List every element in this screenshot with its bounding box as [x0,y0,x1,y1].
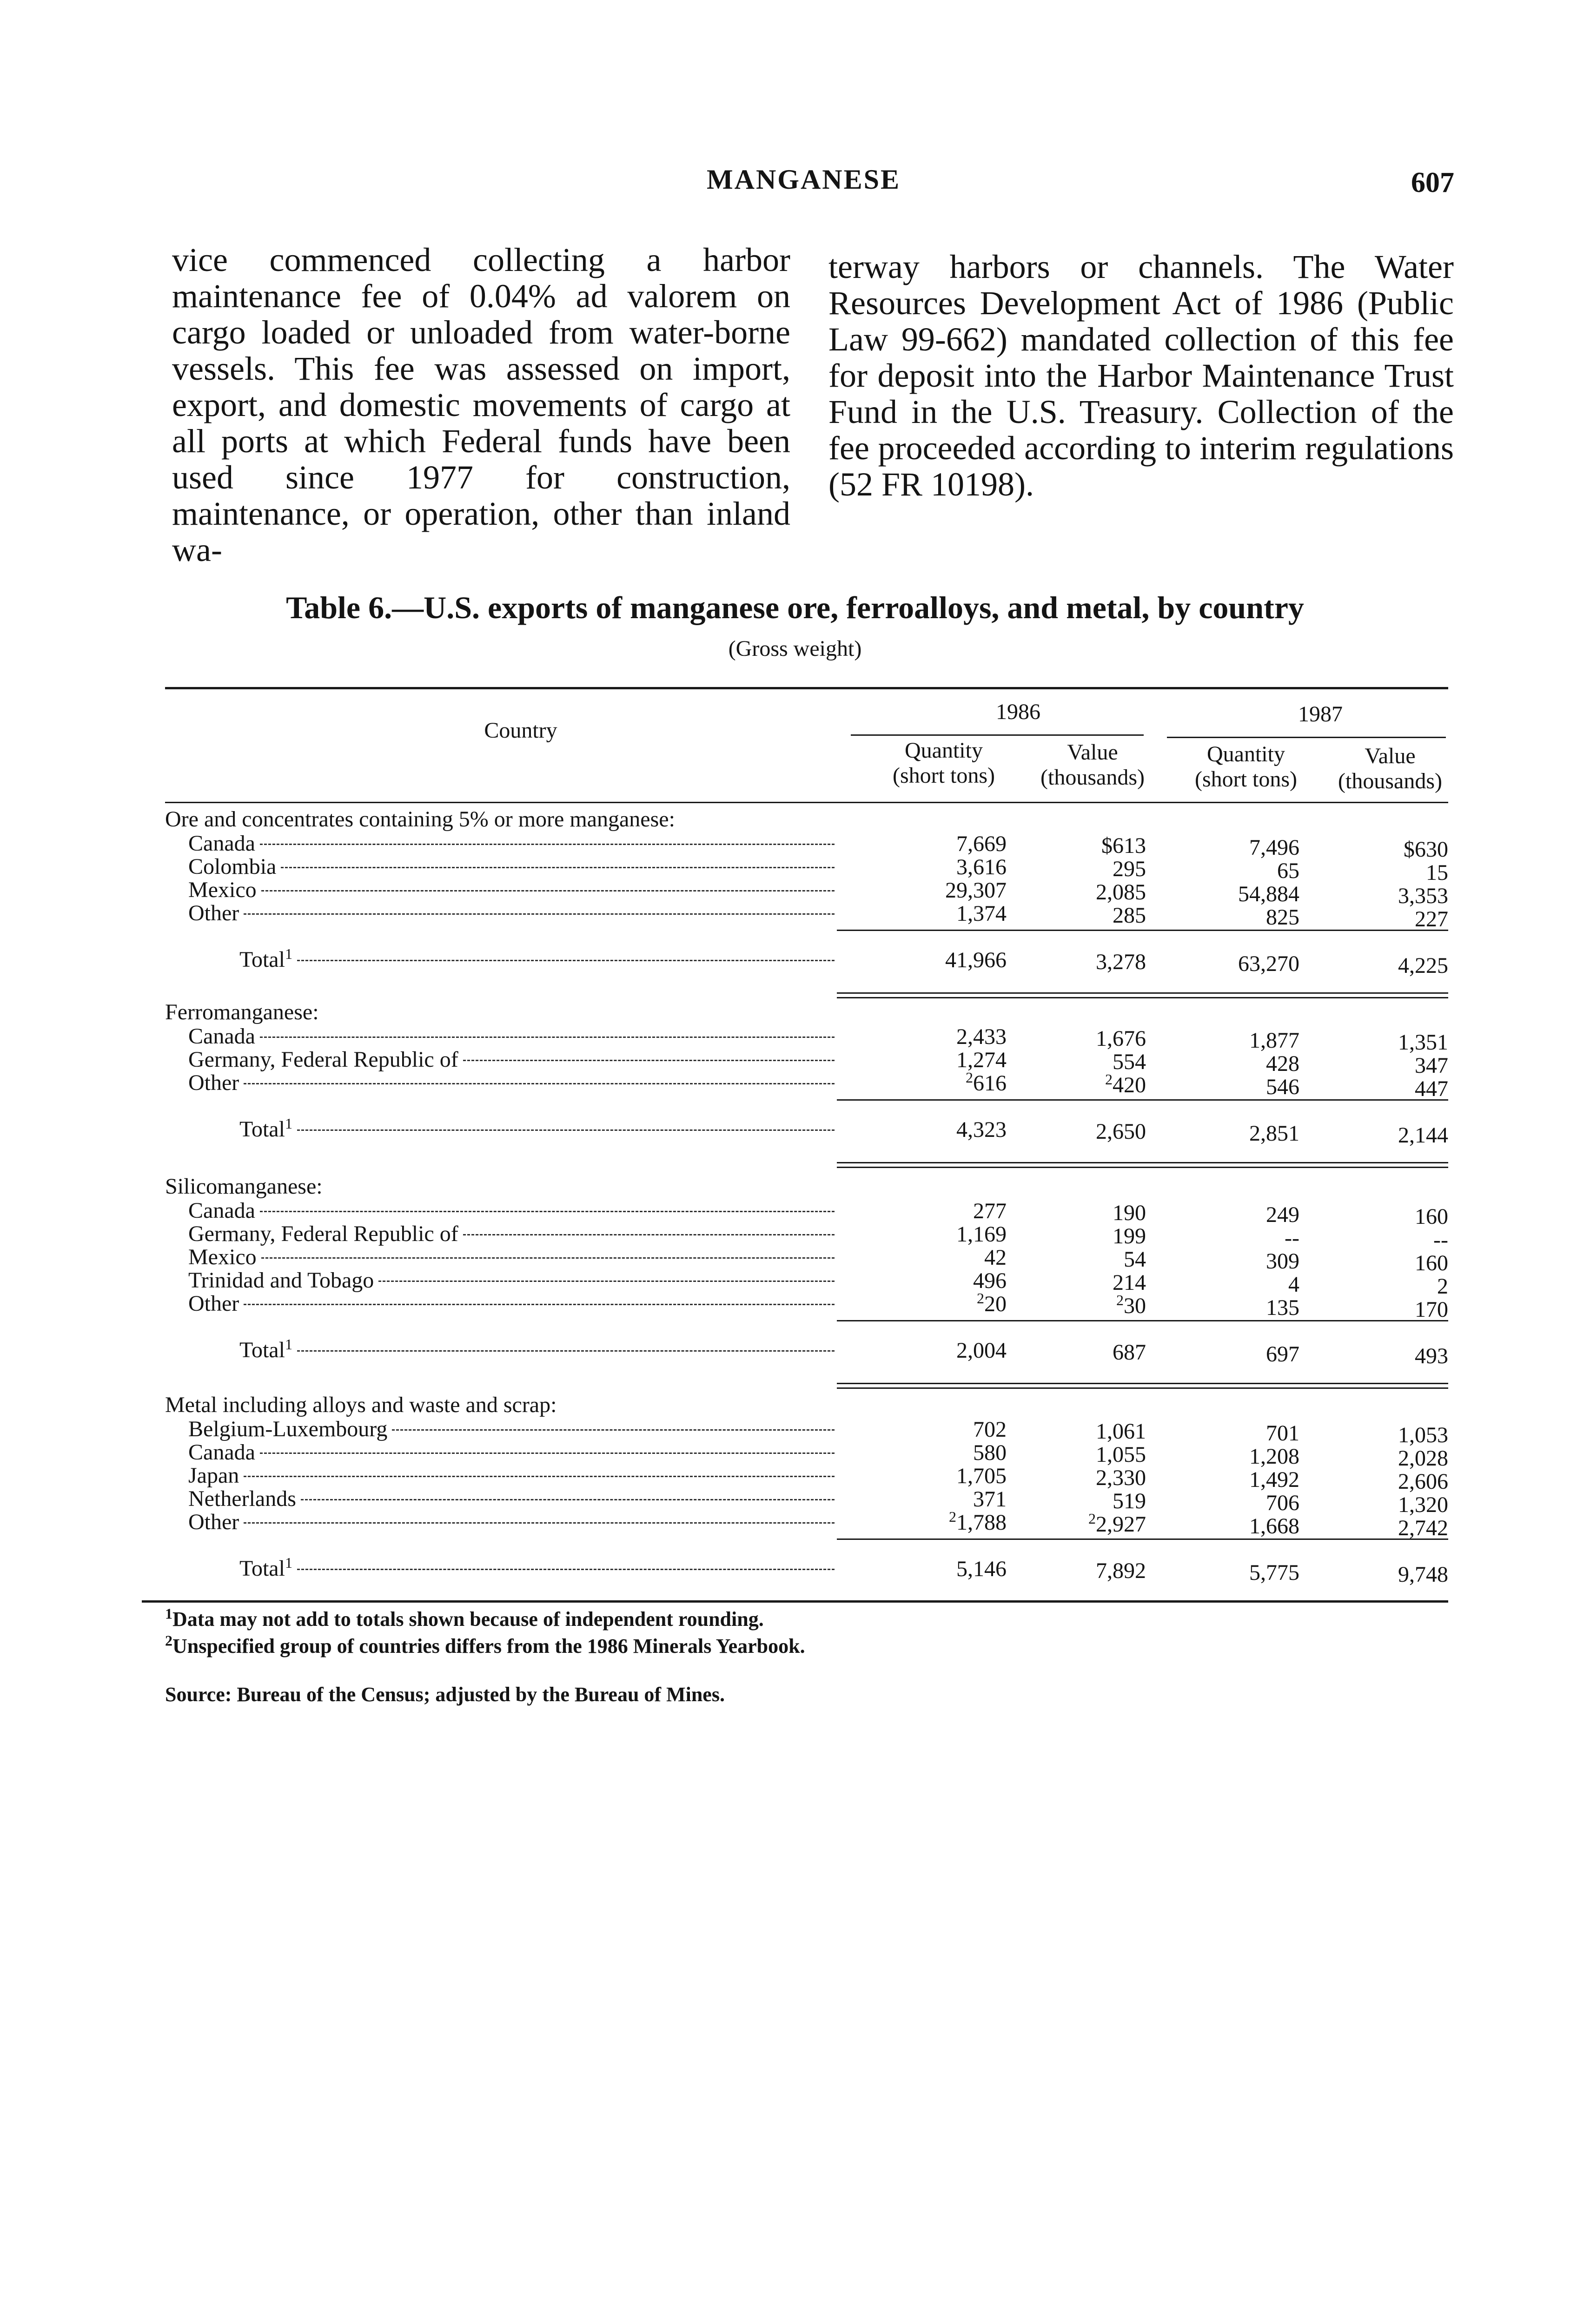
table-row-label [188,1418,835,1441]
footnote-mark: 2 [1105,1071,1113,1088]
cell-value: 20 [984,1292,1007,1316]
column-header-1986: 1986 [996,700,1040,724]
table-cell-v1987 [1327,1493,1448,1517]
cell-value: 420 [1113,1073,1146,1097]
table-cell-v1987 [1327,885,1448,908]
cell-value: 2 [1437,1274,1448,1299]
column-header-country: Country [484,718,557,743]
table-cell-q1986 [886,1118,1007,1142]
table-cell-v1986 [1025,1294,1146,1318]
table-cell-q1986 [886,1269,1007,1293]
table-cell-q1986 [886,1558,1007,1581]
header-bottom-rule [165,802,1448,803]
cell-value: 1,274 [956,1048,1007,1072]
section-rule [837,992,1448,994]
table-cell-v1987 [1327,1054,1448,1077]
table-subtitle: (Gross weight) [728,636,862,661]
cell-value: 199 [1113,1224,1146,1248]
table-cell-v1986 [1025,1559,1146,1583]
section-rule [837,997,1448,998]
cell-value: 697 [1266,1342,1299,1367]
cell-value: 3,616 [956,855,1007,879]
table-cell-v1986 [1025,1225,1146,1248]
cell-value: 160 [1415,1251,1448,1275]
table-cell-v1986 [1025,1490,1146,1513]
table-cell-v1986 [1025,1248,1146,1271]
running-head: MANGANESE [707,164,901,195]
footnote-text: Data may not add to totals shown because of independent rounding. [172,1608,764,1631]
table-cell-q1987 [1179,1492,1299,1515]
cell-value: 1,320 [1398,1492,1448,1517]
footnote-mark: 2 [966,1069,973,1086]
cell-value: 54 [1124,1247,1146,1272]
country-name: Mexico [188,878,257,902]
total-row-label [239,1339,835,1362]
cell-value: 2,028 [1398,1446,1448,1471]
table-row-label [188,832,835,855]
table-cell-q1986 [886,832,1007,856]
cell-value: 15 [1426,860,1448,885]
cell-value: 3,353 [1398,884,1448,908]
table-cell-q1987 [1179,859,1299,883]
table-cell-q1987 [1179,1227,1299,1250]
total-row-label [239,1118,835,1141]
table-top-rule [165,687,1448,689]
cell-value: 7,669 [956,832,1007,856]
table-cell-v1986 [1025,1420,1146,1443]
table-cell-q1986 [886,1069,1007,1096]
table-cell-q1987 [1179,1273,1299,1296]
total-text: Total [239,1557,285,1580]
table-cell-q1987 [1179,1122,1299,1145]
section-heading: Silicomanganese: [165,1174,323,1199]
cell-value: 347 [1415,1053,1448,1078]
cell-value: 249 [1266,1202,1299,1227]
country-name: Canada [188,832,255,855]
body-text-left-column: vice commenced collecting a harbor maintenance fee of 0.04% ad valorem on cargo loaded or unloaded from water-borne vessels. This fee was assessed on import, export, and domestic movements of cargo at all ports at which Federal funds have been used since 1977 for construction, maintenance, or operation, other than inland wa- [172,241,790,568]
country-name: Other [188,1071,239,1095]
dot-leader [378,1281,835,1282]
table-title: Table 6.—U.S. exports of manganese ore, ferroalloys, and metal, by country [286,590,1304,625]
table-cell-q1986 [886,1200,1007,1223]
table-cell-q1986 [886,1508,1007,1535]
dot-leader [297,1350,835,1352]
dot-leader [261,1257,835,1259]
table-cell-v1987 [1327,1124,1448,1147]
table-row-label [188,1269,835,1292]
footnote-mark: 1 [165,1605,172,1622]
cell-value: 227 [1415,907,1448,931]
table-cell-q1987 [1179,1052,1299,1076]
table-cell-q1987 [1179,1296,1299,1320]
section-rule [837,1387,1448,1389]
cell-value: 519 [1113,1489,1146,1513]
cell-value: 580 [973,1440,1007,1465]
country-name: Canada [188,1441,255,1464]
cell-value: 2,004 [956,1338,1007,1363]
footnote-1 [165,1607,764,1631]
cell-value: 30 [1124,1294,1146,1318]
cell-value: 63,270 [1238,951,1299,976]
cell-value: 1,877 [1249,1028,1299,1053]
total-text: Total [239,1339,285,1362]
table-cell-q1986 [886,902,1007,925]
table-cell-q1986 [886,1223,1007,1246]
cell-value: $613 [1101,833,1146,858]
dot-leader [244,913,835,915]
table-cell-v1986 [1025,1443,1146,1466]
table-row-label [188,1048,835,1071]
country-name: Netherlands [188,1487,296,1511]
footnote-text: Unspecified group of countries differs from the 1986 Minerals Yearbook. [172,1635,805,1657]
table-cell-v1987 [1327,1517,1448,1540]
cell-value: 5,775 [1249,1560,1299,1585]
section-rule [837,1099,1448,1101]
table-cell-v1987 [1327,1275,1448,1298]
dot-leader [244,1476,835,1477]
table-cell-v1986 [1025,951,1146,974]
cell-value: 7,496 [1249,835,1299,860]
table-cell-v1987 [1327,1298,1448,1321]
total-text: Total [239,1118,285,1141]
cell-value: 447 [1415,1076,1448,1101]
cell-value: 170 [1415,1297,1448,1322]
cell-value: -- [1285,1226,1299,1250]
table-cell-q1986 [886,879,1007,902]
cell-value: 1,492 [1249,1467,1299,1492]
table-cell-q1986 [886,1488,1007,1511]
country-name: Canada [188,1199,255,1222]
cell-value: 135 [1266,1295,1299,1320]
cell-value: 4,323 [956,1117,1007,1142]
table-cell-q1986 [886,1246,1007,1269]
table-cell-q1987 [1179,1515,1299,1538]
cell-value: 1,055 [1096,1442,1146,1467]
cell-value: 428 [1266,1051,1299,1076]
section-rule [837,1162,1448,1163]
year-rule-1986 [851,734,1144,736]
dot-leader [297,1569,835,1570]
footnote-mark: 2 [949,1508,956,1525]
header-quantity-line2: (short tons) [893,763,995,788]
footnote-mark: 1 [285,948,292,962]
table-row-label [188,1487,835,1511]
country-name: Belgium-Luxembourg [188,1418,388,1441]
cell-value: 1,676 [1096,1026,1146,1051]
header-quantity-line2: (short tons) [1195,767,1297,792]
header-value-line1: Value [1067,740,1118,765]
table-row-label [188,1464,835,1487]
cell-value: 42 [984,1245,1007,1270]
dot-leader [244,1083,835,1084]
footnote-mark: 1 [285,1339,292,1353]
table-cell-q1987 [1179,1343,1299,1366]
header-value-line2: (thousands) [1040,765,1145,790]
table-cell-q1986 [886,1441,1007,1465]
cell-value: 285 [1113,903,1146,928]
section-rule [837,1320,1448,1321]
cell-value: 1,374 [956,901,1007,926]
table-row-label [188,1441,835,1464]
table-cell-v1986 [1025,1341,1146,1364]
table-row-label [188,878,835,902]
cell-value: 616 [973,1071,1007,1096]
table-cell-q1986 [886,1049,1007,1072]
cell-value: 5,146 [956,1557,1007,1581]
total-label [239,1557,292,1580]
table-cell-q1987 [1179,1029,1299,1052]
dot-leader [392,1429,835,1431]
dot-leader [281,867,835,868]
table-cell-v1986 [1025,1050,1146,1074]
cell-value: 54,884 [1238,882,1299,906]
cell-value: 309 [1266,1249,1299,1274]
header-value-line1: Value [1365,744,1416,768]
table-cell-v1986 [1025,1071,1146,1097]
cell-value: 687 [1113,1340,1146,1365]
cell-value: 4,225 [1398,953,1448,978]
table-row-label [188,1025,835,1048]
body-text-right-column: terway harbors or channels. The Water Resources Development Act of 1986 (Public Law 99-662) mandated collection of this fee for deposit into the Harbor Maintenance Trust Fund in the U.S. Treasury. Collection of the fee proceeded according to interim regulations (52 FR 10198). [828,248,1454,503]
cell-value: 41,966 [945,948,1007,972]
table-cell-q1986 [886,1339,1007,1362]
section-rule [837,1383,1448,1384]
footnote-mark: 1 [285,1557,292,1571]
cell-value: 3,278 [1096,950,1146,974]
country-name: Japan [188,1464,239,1487]
cell-value: $630 [1404,837,1448,862]
table-cell-q1987 [1179,1445,1299,1468]
cell-value: 190 [1113,1201,1146,1225]
cell-value: 2,144 [1398,1123,1448,1148]
table-cell-v1986 [1025,1271,1146,1294]
dot-leader [260,1037,835,1038]
cell-value: 493 [1415,1344,1448,1368]
table-cell-v1986 [1025,1510,1146,1537]
section-rule [837,1538,1448,1540]
country-name: Mexico [188,1246,257,1269]
cell-value: 2,650 [1096,1119,1146,1144]
cell-value: 29,307 [945,878,1007,903]
column-header-value-1987 [1320,744,1460,794]
table-row-label [188,1511,835,1534]
table-cell-q1987 [1179,1076,1299,1099]
dot-leader [260,1211,835,1212]
country-name: Other [188,902,239,925]
table-cell-q1986 [886,1025,1007,1049]
column-header-value-1986 [1023,740,1162,790]
section-heading: Metal including alloys and waste and scrap: [165,1393,557,1417]
footnote-mark: 2 [165,1632,172,1649]
cell-value: 214 [1113,1270,1146,1295]
cell-value: 2,742 [1398,1516,1448,1540]
country-name: Trinidad and Tobago [188,1269,374,1292]
cell-value: 295 [1113,857,1146,881]
table-row-label [188,1222,835,1246]
table-cell-v1986 [1025,1466,1146,1490]
cell-value: 1,788 [956,1510,1007,1535]
dot-leader [297,960,835,961]
country-name: Germany, Federal Republic of [188,1222,458,1246]
table-cell-v1987 [1327,1447,1448,1470]
cell-value: 9,748 [1398,1562,1448,1587]
table-row-label [188,1071,835,1095]
cell-value: 554 [1113,1050,1146,1074]
cell-value: 706 [1266,1491,1299,1515]
country-name: Other [188,1511,239,1534]
country-name: Colombia [188,855,277,878]
cell-value: 7,892 [1096,1558,1146,1583]
total-label [239,948,292,971]
table-cell-v1986 [1025,904,1146,927]
table-cell-v1987 [1327,1424,1448,1447]
table-cell-q1987 [1179,906,1299,929]
cell-value: 277 [973,1199,1007,1223]
section-rule [837,930,1448,931]
cell-value: 1,169 [956,1222,1007,1247]
cell-value: 702 [973,1417,1007,1442]
dot-leader [244,1304,835,1305]
cell-value: 2,433 [956,1024,1007,1049]
table-cell-q1986 [886,856,1007,879]
dot-leader [260,1452,835,1454]
total-label [239,1118,292,1141]
column-header-1987: 1987 [1298,702,1343,726]
table-cell-v1987 [1327,1077,1448,1101]
table-cell-q1987 [1179,1561,1299,1585]
country-name: Germany, Federal Republic of [188,1048,458,1071]
table-cell-q1987 [1179,1250,1299,1273]
column-header-quantity-1986 [869,738,1018,788]
column-header-quantity-1987 [1172,742,1320,792]
table-row-label [188,1246,835,1269]
footnote-mark: 2 [1116,1292,1124,1308]
section-heading: Ferromanganese: [165,1000,319,1024]
table-cell-v1987 [1327,838,1448,861]
cell-value: 1,705 [956,1464,1007,1488]
table-row-label [188,1292,835,1315]
table-cell-v1987 [1327,1470,1448,1493]
header-value-line2: (thousands) [1338,769,1442,793]
cell-value: 1,668 [1249,1514,1299,1538]
dot-leader [463,1060,835,1061]
dot-leader [297,1129,835,1131]
cell-value: 496 [973,1268,1007,1293]
table-cell-v1987 [1327,1252,1448,1275]
cell-value: 65 [1277,858,1299,883]
section-heading: Ore and concentrates containing 5% or more manganese: [165,807,675,832]
cell-value: 4 [1288,1272,1299,1297]
section-rule [837,1167,1448,1168]
table-cell-v1986 [1025,881,1146,904]
cell-value: 825 [1266,905,1299,930]
footnote-mark: 2 [977,1290,984,1307]
table-bottom-rule [142,1600,1448,1603]
footnote-2 [165,1634,805,1658]
dot-leader [301,1499,835,1500]
table-source: Source: Bureau of the Census; adjusted by the Bureau of Mines. [165,1683,725,1706]
table-cell-v1986 [1025,1027,1146,1050]
table-cell-q1987 [1179,1203,1299,1227]
country-name: Other [188,1292,239,1315]
table-cell-v1987 [1327,1031,1448,1054]
cell-value: 2,606 [1398,1469,1448,1494]
header-quantity-line1: Quantity [1207,742,1285,766]
total-text: Total [239,948,285,971]
cell-value: 701 [1266,1421,1299,1446]
table-cell-q1986 [886,1418,1007,1441]
total-row-label [239,948,835,971]
table-cell-q1986 [886,949,1007,972]
dot-leader [244,1522,835,1524]
table-cell-q1986 [886,1465,1007,1488]
cell-value: 1,053 [1398,1423,1448,1447]
cell-value: 371 [973,1487,1007,1512]
header-quantity-line1: Quantity [905,738,983,763]
cell-value: -- [1433,1228,1448,1252]
footnote-mark: 1 [285,1118,292,1132]
table-row-label [188,1199,835,1222]
table-cell-q1987 [1179,1422,1299,1445]
table-cell-v1987 [1327,1228,1448,1252]
year-rule-1987 [1167,737,1446,738]
table-cell-q1987 [1179,883,1299,906]
table-cell-v1987 [1327,908,1448,931]
table-cell-v1987 [1327,861,1448,885]
cell-value: 2,085 [1096,880,1146,905]
country-name: Canada [188,1025,255,1048]
cell-value: 2,851 [1249,1121,1299,1146]
table-cell-v1987 [1327,1205,1448,1228]
cell-value: 1,351 [1398,1030,1448,1055]
dot-leader [260,844,835,845]
total-row-label [239,1557,835,1580]
cell-value: 160 [1415,1204,1448,1229]
cell-value: 1,061 [1096,1419,1146,1444]
table-cell-v1987 [1327,1563,1448,1586]
table-cell-v1986 [1025,1120,1146,1143]
table-cell-v1986 [1025,858,1146,881]
table-cell-q1986 [886,1290,1007,1316]
cell-value: 1,208 [1249,1444,1299,1469]
table-row-label [188,855,835,878]
cell-value: 2,330 [1096,1466,1146,1490]
cell-value: 2,927 [1096,1512,1146,1537]
table-cell-q1987 [1179,836,1299,859]
table-cell-v1986 [1025,834,1146,858]
page-number: 607 [1411,167,1454,198]
table-cell-q1987 [1179,1468,1299,1492]
total-label [239,1339,292,1362]
table-cell-v1987 [1327,954,1448,977]
table-cell-v1986 [1025,1202,1146,1225]
cell-value: 546 [1266,1075,1299,1099]
dot-leader [261,890,835,891]
footnote-mark: 2 [1088,1510,1096,1527]
table-cell-v1987 [1327,1345,1448,1368]
table-cell-q1987 [1179,952,1299,976]
dot-leader [463,1234,835,1235]
table-row-label [188,902,835,925]
